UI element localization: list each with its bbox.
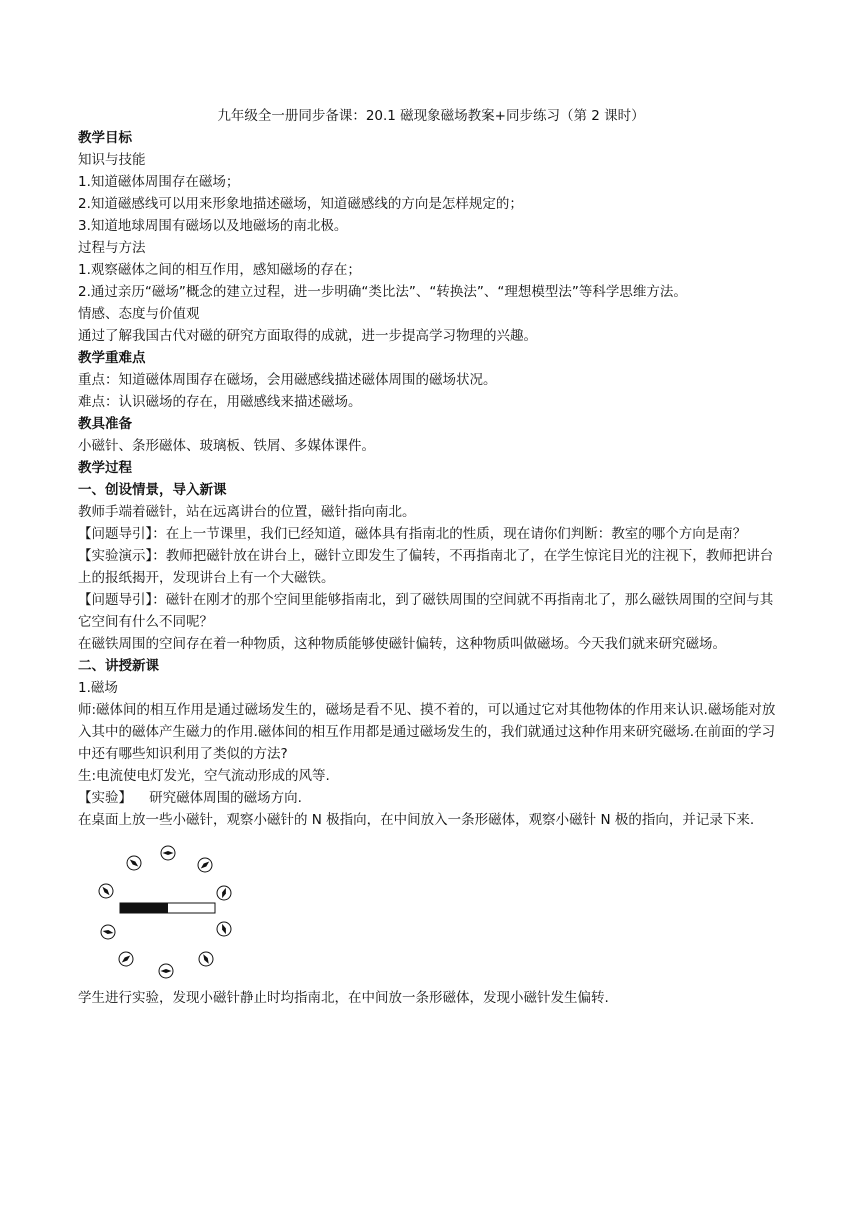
compass-needle-icon xyxy=(198,858,212,872)
section1-paragraph: 【问题导引】：磁针在刚才的那个空间里能够指南北，到了磁铁周围的空间就不再指南北了，那么磁铁周围的空间与其它空间有什么不同呢？ xyxy=(78,592,774,630)
compass-bar-magnet-figure xyxy=(88,841,238,981)
bar-magnet-dark-half xyxy=(120,903,168,913)
tools-text: 小磁针、条形磁体、玻璃板、铁屑、多媒体课件。 xyxy=(78,438,375,454)
document-title: 九年级全一册同步备课：20.1 磁现象磁场教案+同步练习（第 2 课时） xyxy=(217,108,645,124)
compass-needle-icon xyxy=(159,964,173,978)
compass-needle-icon xyxy=(127,856,141,870)
compass-needle-icon xyxy=(217,886,231,900)
knowledge-item: 1.知道磁体周围存在磁场； xyxy=(78,174,240,190)
subheading-process: 过程与方法 xyxy=(78,240,146,256)
document-content xyxy=(78,105,784,1009)
section2-paragraph: 【实验】 研究磁体周围的磁场方向. xyxy=(78,790,302,806)
after-figure-text: 学生进行实验，发现小磁针静止时均指南北，在中间放一条形磁体，发现小磁针发生偏转. xyxy=(78,990,609,1006)
subheading-knowledge: 知识与技能 xyxy=(78,152,146,168)
compass-needle-icon xyxy=(199,952,213,966)
knowledge-item: 3.知道地球周围有磁场以及地磁场的南北极。 xyxy=(78,218,348,234)
heading-section-1: 一、创设情景，导入新课 xyxy=(78,482,227,498)
section2-paragraph: 在桌面上放一些小磁针，观察小磁针的 N 极指向，在中间放入一条形磁体，观察小磁针 N 极的指向，并记录下来. xyxy=(78,812,755,828)
compass-needle-icon xyxy=(99,884,113,898)
process-item: 2.通过亲历“磁场”概念的建立过程，进一步明确“类比法”、“转换法”、“理想模型法”等科学思维方法。 xyxy=(78,284,687,300)
difficulty-text: 难点：认识磁场的存在，用磁感线来描述磁场。 xyxy=(78,394,362,410)
process-item: 1.观察磁体之间的相互作用，感知磁场的存在； xyxy=(78,262,361,278)
heading-teaching-process: 教学过程 xyxy=(78,460,132,476)
subheading-emotion: 情感、态度与价值观 xyxy=(78,306,200,322)
heading-objectives: 教学目标 xyxy=(78,130,132,146)
compass-needle-icon xyxy=(161,846,175,860)
emotion-text: 通过了解我国古代对磁的研究方面取得的成就，进一步提高学习物理的兴趣。 xyxy=(78,328,537,344)
section1-paragraph: 【实验演示】：教师把磁针放在讲台上，磁针立即发生了偏转，不再指南北了，在学生惊诧目光的注视下，教师把讲台上的报纸揭开，发现讲台上有一个大磁铁。 xyxy=(78,548,774,586)
section1-paragraph: 【问题导引】：在上一节课里，我们已经知道，磁体具有指南北的性质，现在请你们判断：教室的哪个方向是南？ xyxy=(78,526,747,542)
section1-paragraph: 在磁铁周围的空间存在着一种物质，这种物质能够使磁针偏转，这种物质叫做磁场。今天我们就来研究磁场。 xyxy=(78,636,726,652)
keypoint-text: 重点：知道磁体周围存在磁场，会用磁感线描述磁体周围的磁场状况。 xyxy=(78,372,497,388)
knowledge-item: 2.知道磁感线可以用来形象地描述磁场，知道磁感线的方向是怎样规定的； xyxy=(78,196,523,212)
subheading-magnetic-field: 1.磁场 xyxy=(78,680,118,696)
compass-needle-icon xyxy=(101,925,115,939)
compass-needle-icon xyxy=(119,952,133,966)
compass-diagram xyxy=(88,841,238,981)
heading-tools: 教具准备 xyxy=(78,416,132,432)
bar-magnet xyxy=(120,903,215,913)
heading-section-2: 二、讲授新课 xyxy=(78,658,159,674)
heading-keypoints: 教学重难点 xyxy=(78,350,146,366)
compass-needle-icon xyxy=(217,922,231,936)
section2-paragraph: 生:电流使电灯发光，空气流动形成的风等. xyxy=(78,768,330,784)
section1-paragraph: 教师手端着磁针，站在远离讲台的位置，磁针指向南北。 xyxy=(78,504,416,520)
section2-paragraph: 师:磁体间的相互作用是通过磁场发生的，磁场是看不见、摸不着的，可以通过它对其他物体的作用来认识.磁场能对放入其中的磁体产生磁力的作用.磁体间的相互作用都是通过磁场发生的，我们就通过这种作用来研究磁场.在前面的学习中还有哪些知识利用了类似的方法? xyxy=(78,702,776,762)
